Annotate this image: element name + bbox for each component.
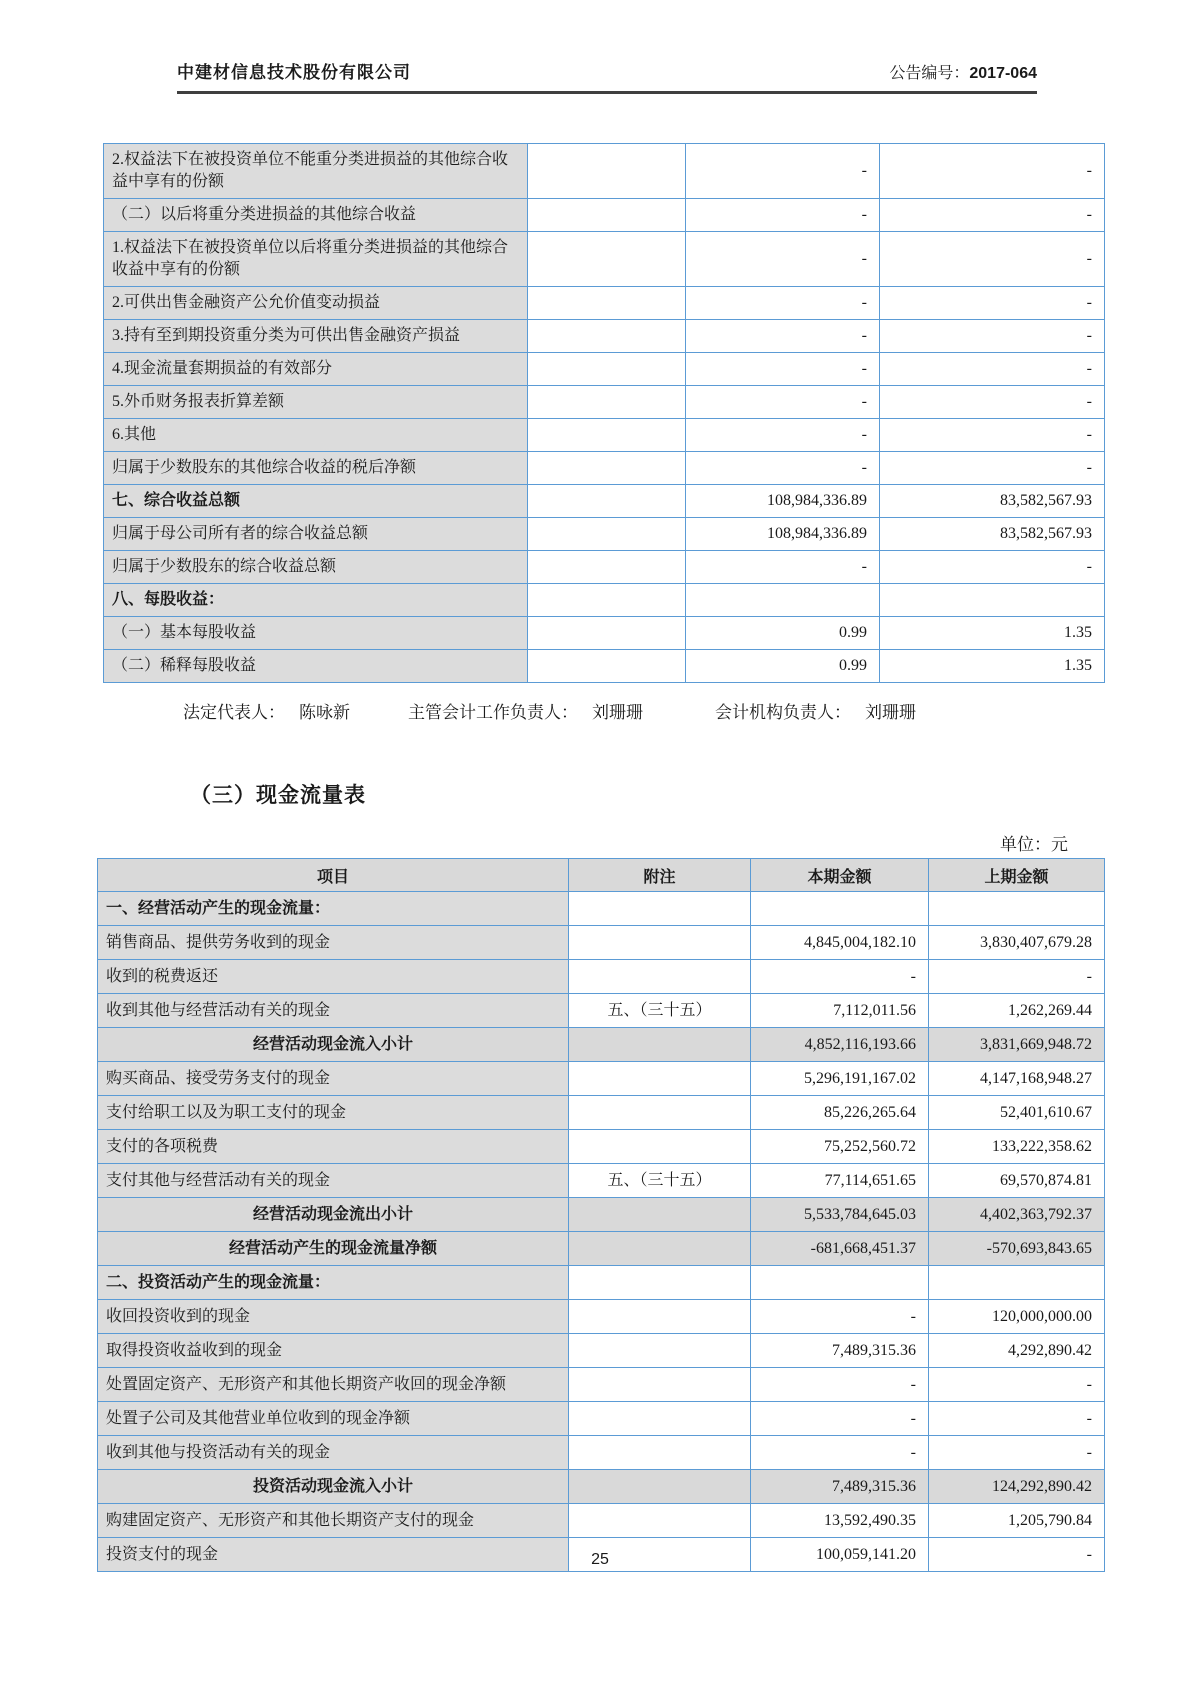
- cell-note: [528, 584, 686, 617]
- cashflow-table-header: [98, 859, 1105, 892]
- cell-label: 经营活动产生的现金流量净额: [98, 1232, 569, 1266]
- cell-prior: -: [929, 1402, 1105, 1436]
- cell-label: 归属于母公司所有者的综合收益总额: [104, 518, 528, 551]
- cell-current: [686, 584, 880, 617]
- cell-label: 支付给职工以及为职工支付的现金: [98, 1096, 569, 1130]
- cashflow-table-body: [98, 892, 1105, 1572]
- cell-note: 五、（三十五）: [569, 1164, 751, 1198]
- cell-note: [569, 1266, 751, 1300]
- cell-label: 收到其他与经营活动有关的现金: [98, 994, 569, 1028]
- cell-note: [569, 1062, 751, 1096]
- cell-prior: -: [880, 386, 1105, 419]
- cell-note: [569, 1402, 751, 1436]
- cell-note: [569, 1198, 751, 1232]
- cell-label: 6.其他: [104, 419, 528, 452]
- cell-prior: [929, 892, 1105, 926]
- cell-note: [569, 1334, 751, 1368]
- notice-label: 公告编号：: [889, 65, 970, 82]
- table-row: [98, 1198, 1105, 1232]
- cell-current: -: [686, 287, 880, 320]
- cell-current: 108,984,336.89: [686, 485, 880, 518]
- cell-prior: 3,830,407,679.28: [929, 926, 1105, 960]
- cell-note: [528, 419, 686, 452]
- cell-label: 购买商品、接受劳务支付的现金: [98, 1062, 569, 1096]
- cell-label: 二、投资活动产生的现金流量：: [98, 1266, 569, 1300]
- cell-prior: 4,292,890.42: [929, 1334, 1105, 1368]
- cell-prior: -: [929, 1538, 1105, 1572]
- cell-label: 收回投资收到的现金: [98, 1300, 569, 1334]
- table-row: [98, 1436, 1105, 1470]
- col-header-item: 项目: [98, 859, 569, 892]
- cell-current: 4,845,004,182.10: [751, 926, 929, 960]
- cashflow-table: [97, 858, 1105, 1572]
- signatory-name: 刘珊珊: [865, 703, 916, 722]
- cell-current: -: [751, 1402, 929, 1436]
- cell-note: [569, 892, 751, 926]
- signatories-line: [183, 698, 916, 723]
- col-header-current-amount: 本期金额: [751, 859, 929, 892]
- cell-current: -: [751, 960, 929, 994]
- cell-current: 100,059,141.20: [751, 1538, 929, 1572]
- doc-header: [177, 58, 1037, 94]
- cell-current: -: [686, 144, 880, 199]
- table-row: [98, 1096, 1105, 1130]
- cell-current: 7,489,315.36: [751, 1470, 929, 1504]
- table-row: [104, 353, 1105, 386]
- cell-prior: 3,831,669,948.72: [929, 1028, 1105, 1062]
- cell-current: -: [686, 386, 880, 419]
- cell-note: [528, 518, 686, 551]
- table-row: [98, 1504, 1105, 1538]
- cell-note: [528, 287, 686, 320]
- section-title-cashflow: （三）现金流量表: [190, 783, 366, 807]
- cell-label: 收到其他与投资活动有关的现金: [98, 1436, 569, 1470]
- cell-note: [528, 650, 686, 683]
- cell-label: 取得投资收益收到的现金: [98, 1334, 569, 1368]
- cell-current: -: [686, 551, 880, 584]
- cell-label: 2.权益法下在被投资单位不能重分类进损益的其他综合收益中享有的份额: [104, 144, 528, 199]
- unit-label: 单位：元: [1000, 835, 1068, 854]
- cell-prior: -: [929, 1368, 1105, 1402]
- table-row: [104, 144, 1105, 199]
- table-row: [104, 287, 1105, 320]
- cell-prior: 83,582,567.93: [880, 485, 1105, 518]
- cell-note: [569, 1470, 751, 1504]
- cell-note: [528, 353, 686, 386]
- cell-current: -: [751, 1436, 929, 1470]
- cell-note: [569, 1096, 751, 1130]
- cell-current: -: [686, 232, 880, 287]
- cell-label: 购建固定资产、无形资产和其他长期资产支付的现金: [98, 1504, 569, 1538]
- cell-label: （二）稀释每股收益: [104, 650, 528, 683]
- cell-label: 投资支付的现金: [98, 1538, 569, 1572]
- cell-current: 75,252,560.72: [751, 1130, 929, 1164]
- cell-label: 经营活动现金流入小计: [98, 1028, 569, 1062]
- cell-note: [528, 199, 686, 232]
- table-row: [98, 1368, 1105, 1402]
- cell-label: 处置固定资产、无形资产和其他长期资产收回的现金净额: [98, 1368, 569, 1402]
- cell-current: -: [686, 353, 880, 386]
- cell-prior: -570,693,843.65: [929, 1232, 1105, 1266]
- cell-note: [569, 1436, 751, 1470]
- cell-label: 八、每股收益：: [104, 584, 528, 617]
- cell-label: 2.可供出售金融资产公允价值变动损益: [104, 287, 528, 320]
- cell-note: [528, 452, 686, 485]
- table-row: [98, 960, 1105, 994]
- table-row: [104, 320, 1105, 353]
- table-row: [98, 1266, 1105, 1300]
- table-row: [104, 419, 1105, 452]
- cell-label: 4.现金流量套期损益的有效部分: [104, 353, 528, 386]
- signatory-name: 陈咏新: [299, 703, 350, 722]
- cell-note: [569, 1300, 751, 1334]
- cell-label: 经营活动现金流出小计: [98, 1198, 569, 1232]
- cell-note: [528, 485, 686, 518]
- table-row: [98, 1470, 1105, 1504]
- table-row: [98, 1062, 1105, 1096]
- table-row: [98, 1028, 1105, 1062]
- col-header-note: 附注: [569, 859, 751, 892]
- cell-prior: 4,147,168,948.27: [929, 1062, 1105, 1096]
- cell-prior: -: [880, 144, 1105, 199]
- cell-note: [569, 926, 751, 960]
- cell-label: 归属于少数股东的其他综合收益的税后净额: [104, 452, 528, 485]
- table-row: [104, 232, 1105, 287]
- cell-prior: [929, 1266, 1105, 1300]
- cell-label: 销售商品、提供劳务收到的现金: [98, 926, 569, 960]
- cell-prior: -: [880, 452, 1105, 485]
- cell-prior: -: [880, 232, 1105, 287]
- cell-note: [569, 1368, 751, 1402]
- header-row: [98, 859, 1105, 892]
- cell-label: 5.外币财务报表折算差额: [104, 386, 528, 419]
- table-row: [98, 926, 1105, 960]
- cell-current: [751, 892, 929, 926]
- cell-prior: -: [929, 1436, 1105, 1470]
- cell-current: -: [751, 1368, 929, 1402]
- table-row: [104, 485, 1105, 518]
- cell-prior: -: [880, 199, 1105, 232]
- cell-note: [569, 1504, 751, 1538]
- table-row: [104, 386, 1105, 419]
- cell-note: [528, 551, 686, 584]
- table-row: [104, 551, 1105, 584]
- signatory-role: 会计机构负责人：: [715, 703, 851, 722]
- table-row: [104, 650, 1105, 683]
- cell-note: [528, 320, 686, 353]
- cell-current: -: [686, 452, 880, 485]
- cell-current: 13,592,490.35: [751, 1504, 929, 1538]
- signatory-role: 法定代表人：: [183, 703, 285, 722]
- signatory-name: 刘珊珊: [592, 703, 643, 722]
- cell-prior: [880, 584, 1105, 617]
- table-row: [98, 1232, 1105, 1266]
- cell-current: 0.99: [686, 650, 880, 683]
- col-header-prior-amount: 上期金额: [929, 859, 1105, 892]
- cell-prior: 1.35: [880, 650, 1105, 683]
- company-name: 中建材信息技术股份有限公司: [177, 63, 411, 82]
- table-row: [104, 199, 1105, 232]
- cell-label: （一）基本每股收益: [104, 617, 528, 650]
- cell-label: 七、综合收益总额: [104, 485, 528, 518]
- cell-current: 0.99: [686, 617, 880, 650]
- table-row: [98, 892, 1105, 926]
- cell-prior: -: [929, 960, 1105, 994]
- cell-note: 五、（三十五）: [569, 994, 751, 1028]
- cell-prior: -: [880, 320, 1105, 353]
- table-row: [98, 994, 1105, 1028]
- cell-note: [528, 617, 686, 650]
- cell-label: 一、经营活动产生的现金流量：: [98, 892, 569, 926]
- cell-note: [528, 144, 686, 199]
- cell-prior: 1,205,790.84: [929, 1504, 1105, 1538]
- table-row: [98, 1334, 1105, 1368]
- cell-current: [751, 1266, 929, 1300]
- cell-note: [569, 1028, 751, 1062]
- cell-current: 5,296,191,167.02: [751, 1062, 929, 1096]
- cell-prior: 4,402,363,792.37: [929, 1198, 1105, 1232]
- cell-prior: 83,582,567.93: [880, 518, 1105, 551]
- cell-label: 收到的税费返还: [98, 960, 569, 994]
- cell-prior: -: [880, 287, 1105, 320]
- income-table-body: [104, 144, 1105, 683]
- table-row: [104, 584, 1105, 617]
- cell-prior: 69,570,874.81: [929, 1164, 1105, 1198]
- table-row: [104, 518, 1105, 551]
- page-number: 25: [591, 1551, 609, 1568]
- table-row: [104, 617, 1105, 650]
- cell-current: -: [686, 320, 880, 353]
- cell-prior: -: [880, 551, 1105, 584]
- cell-current: 77,114,651.65: [751, 1164, 929, 1198]
- cell-note: [569, 1130, 751, 1164]
- cell-label: 归属于少数股东的综合收益总额: [104, 551, 528, 584]
- cell-current: 108,984,336.89: [686, 518, 880, 551]
- cell-prior: 1.35: [880, 617, 1105, 650]
- table-row: [98, 1300, 1105, 1334]
- comprehensive-income-table: [103, 143, 1105, 683]
- cell-label: （二）以后将重分类进损益的其他综合收益: [104, 199, 528, 232]
- cell-label: 支付其他与经营活动有关的现金: [98, 1164, 569, 1198]
- cell-note: [528, 232, 686, 287]
- cell-current: 4,852,116,193.66: [751, 1028, 929, 1062]
- notice-value: 2017-064: [969, 65, 1037, 82]
- cell-current: 7,489,315.36: [751, 1334, 929, 1368]
- cell-note: [569, 960, 751, 994]
- table-row: [104, 452, 1105, 485]
- table-row: [98, 1402, 1105, 1436]
- cell-current: -681,668,451.37: [751, 1232, 929, 1266]
- cell-current: -: [751, 1300, 929, 1334]
- cell-note: [528, 386, 686, 419]
- signatory-role: 主管会计工作负责人：: [408, 703, 578, 722]
- cell-label: 支付的各项税费: [98, 1130, 569, 1164]
- cell-prior: -: [880, 419, 1105, 452]
- cell-current: 7,112,011.56: [751, 994, 929, 1028]
- cell-current: -: [686, 419, 880, 452]
- table-row: [98, 1164, 1105, 1198]
- cell-prior: 120,000,000.00: [929, 1300, 1105, 1334]
- cell-label: 3.持有至到期投资重分类为可供出售金融资产损益: [104, 320, 528, 353]
- table-row: [98, 1130, 1105, 1164]
- cell-prior: -: [880, 353, 1105, 386]
- cell-prior: 124,292,890.42: [929, 1470, 1105, 1504]
- cell-note: [569, 1232, 751, 1266]
- notice-number: [889, 60, 1037, 83]
- cell-current: -: [686, 199, 880, 232]
- cell-label: 处置子公司及其他营业单位收到的现金净额: [98, 1402, 569, 1436]
- cell-prior: 133,222,358.62: [929, 1130, 1105, 1164]
- cell-label: 1.权益法下在被投资单位以后将重分类进损益的其他综合收益中享有的份额: [104, 232, 528, 287]
- cell-current: 5,533,784,645.03: [751, 1198, 929, 1232]
- cell-label: 投资活动现金流入小计: [98, 1470, 569, 1504]
- cell-prior: 52,401,610.67: [929, 1096, 1105, 1130]
- cell-prior: 1,262,269.44: [929, 994, 1105, 1028]
- cell-current: 85,226,265.64: [751, 1096, 929, 1130]
